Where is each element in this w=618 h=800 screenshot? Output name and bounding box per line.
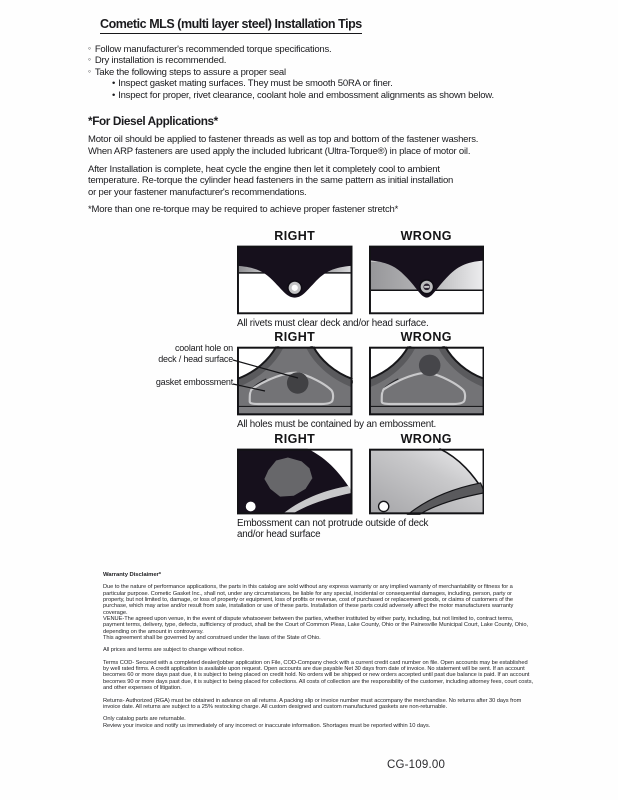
diagram-row-embossment	[237, 432, 484, 540]
right-label: RIGHT	[274, 229, 316, 243]
diagram-hole-wrong-image	[369, 346, 485, 416]
wrong-label: WRONG	[400, 330, 452, 344]
warranty-paragraph: All prices and terms are subject to change without notice.	[103, 647, 244, 654]
text-line: temperature. Re-torque the cylinder head fasteners in the same pattern as initial installation	[88, 175, 454, 187]
warranty-paragraph: Only catalog parts are returnable.	[103, 716, 186, 723]
tip-item: ◦ Take the following steps to assure a proper seal	[88, 67, 494, 78]
diagram-embossment-wrong-image	[369, 448, 485, 515]
diagram-embossment-right-image	[237, 448, 353, 515]
diesel-paragraph	[88, 164, 478, 198]
diagram-rivet-wrong-image	[369, 245, 485, 315]
tip-item: ◦ Follow manufacturer's recommended torque specifications.	[88, 44, 494, 55]
text-line: Motor oil should be applied to fastener threads as well as top and bottom of the fastener washers.	[88, 134, 479, 146]
diesel-applications-section	[88, 116, 478, 222]
diagram-labels	[237, 330, 484, 344]
embossment-caption	[237, 518, 484, 540]
warranty-paragraph: Returns- Authorized (RGA) must be obtained in advance on all returns. A packing slip or invoice number must accompany the merchandise. No returns after 30 days from invoice date. All returns are subject to a 25% restocking charge. All custom designed and custom manufactured gaskets are non-returnable.	[103, 697, 522, 710]
diagram-labels	[237, 229, 484, 243]
bolt-hole-icon	[378, 501, 388, 511]
tip-subitem: • Inspect gasket mating surfaces. They must be smooth 50RA or finer.	[112, 78, 494, 89]
right-label: RIGHT	[274, 330, 316, 344]
tip-subitem: • Inspect for proper, rivet clearance, coolant hole and embossment alignments as shown below.	[112, 90, 494, 101]
warranty-disclaimer-section	[103, 572, 533, 735]
coolant-hole-label: coolant hole on	[174, 343, 233, 353]
caption-line: and/or head surface	[237, 529, 321, 540]
text-line: or per your fastener manufacturer's recommendations.	[88, 186, 307, 198]
coolant-hole-icon	[418, 355, 440, 377]
diagram-labels	[237, 432, 484, 446]
bolt-hole-icon	[246, 502, 256, 512]
diesel-heading: *For Diesel Applications*	[88, 114, 218, 128]
rivet-icon	[419, 280, 433, 294]
gasket-embossment-label: gasket embossment	[155, 377, 233, 387]
wrong-label: WRONG	[400, 432, 452, 446]
text-line: After Installation is complete, heat cycle the engine then let it completely cool to ambient	[88, 163, 440, 175]
caption-line: Embossment can not protrude outside of deck	[237, 518, 429, 529]
tip-item: ◦ Dry installation is recommended.	[88, 55, 494, 66]
coolant-hole-icon	[287, 372, 309, 394]
wrong-label: WRONG	[400, 229, 452, 243]
coolant-hole-label: deck / head surface	[158, 353, 233, 364]
diagram-row-rivets	[237, 229, 484, 329]
page-number: CG-109.00	[387, 759, 446, 771]
warranty-paragraph: Review your invoice and notify us immediately of any incorrect or inaccurate information. Shortages must be reported within 10 days.	[103, 722, 431, 729]
right-label: RIGHT	[274, 432, 316, 446]
diagram-rivet-right-image	[237, 245, 353, 315]
diagram-row-holes	[237, 330, 484, 430]
rivet-icon	[288, 281, 302, 295]
warranty-paragraph: Terms COD- Secured with a completed dealer/jobber application on File, COD-Company check with a current credit card number on file. Open accounts may be established by well rated firms. A credit application is available upon request. Open accounts are due payable Net 30 days from date of invoice. No statement will be sent. If an account becomes 60 or more days past due, it is subject to being placed on credit hold. No orders will be shipped or new orders accepted until past due balance is paid. If an account becomes 90 or more days past due, it is subject to being placed for collections. All costs of collection are the responsibility of the customer, including attorney fees, court costs, and other expenses of litigation.	[103, 659, 534, 692]
warranty-paragraph: VENUE-The agreed upon venue, in the event of dispute whatsoever between the parties, whether instituted by either party, including, but not limited to, contract terms, payment terms, delivery, type, defects, sufficiency of product, shall be the Court of Common Pleas, Lake County, Ohio or the Painesville Municipal Court, Lake County, Ohio, depending on the amount in controversy.	[103, 616, 529, 635]
text-line: When ARP fasteners are used apply the included lubricant (Ultra-Torque®) in place of motor oil.	[88, 145, 471, 157]
diagram-hole-right-image	[237, 346, 353, 416]
warranty-paragraph: Due to the nature of performance applications, the parts in this catalog are sold without any express warranty or any implied warranty of merchantability or fitness for a particular purpose. Cometic Gasket Inc., shall not, under any circumstances, be liable for any special, incidental or consequential damages, including, person, party or property, but not limited to, damage, or loss of property or equipment, loss of profits or revenue, cost of purchased or replacement goods, or claims of customers of the purchase, which may arise and/or result from sale, installation or use of these parts. Installation of these parts could adversely affect the motor manufacturers warranty coverage.	[103, 584, 514, 616]
holes-caption: All holes must be contained by an embossment.	[237, 419, 437, 430]
diesel-paragraph	[88, 134, 478, 157]
installation-tips-list	[88, 44, 494, 101]
warranty-heading: Warranty Disclaimer*	[103, 572, 162, 578]
warranty-paragraph: This agreement shall be governed by and construed under the laws of the State of Ohio.	[103, 635, 321, 642]
retorque-note: *More than one re-torque may be required to achieve proper fastener stretch*	[88, 204, 399, 216]
diagram-annotations	[103, 343, 233, 388]
rivet-caption: All rivets must clear deck and/or head surface.	[237, 318, 429, 329]
page-title: Cometic MLS (multi layer steel) Installation Tips	[100, 17, 362, 34]
